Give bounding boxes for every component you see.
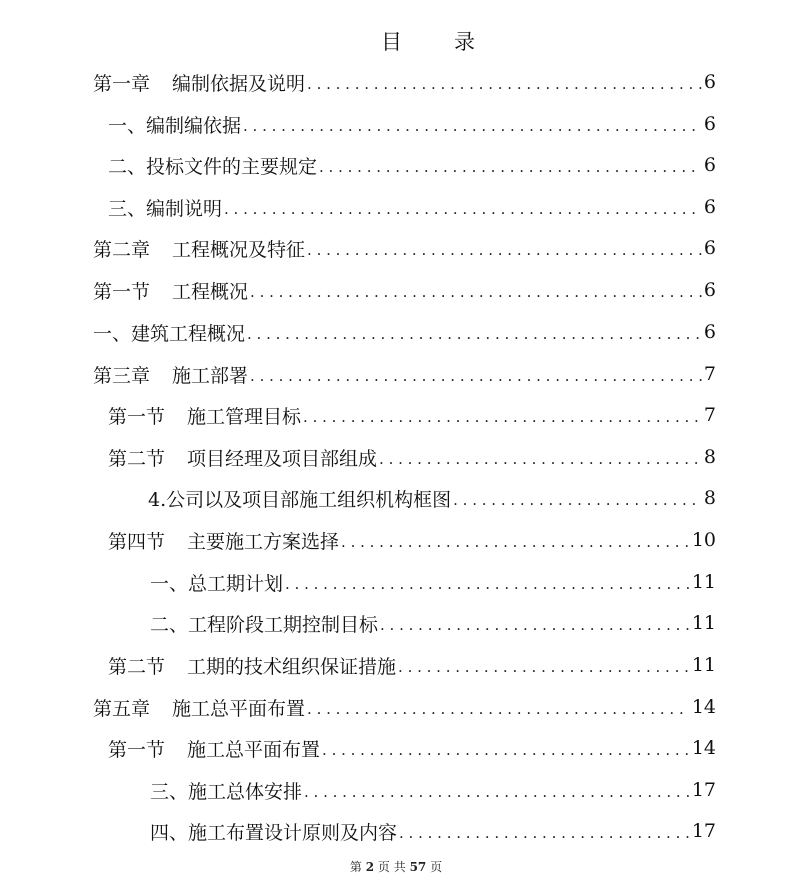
toc-leader-dots xyxy=(250,364,702,384)
page-footer xyxy=(0,858,792,875)
toc-title-char-1: 目 xyxy=(381,30,402,54)
toc-leader-dots xyxy=(380,613,690,633)
footer-suffix: 页 xyxy=(430,860,443,874)
toc-entry-page: 7 xyxy=(703,404,716,426)
toc-entry-label: 第二节 工期的技术组织保证措施 xyxy=(108,655,397,678)
toc-entry[interactable] xyxy=(108,395,716,435)
toc-entry[interactable] xyxy=(150,562,716,602)
toc-entry[interactable] xyxy=(108,437,716,477)
toc-entry-label: 第一章 编制依据及说明 xyxy=(93,72,306,95)
toc-entry-page: 6 xyxy=(703,321,716,343)
toc-entry-label: 第三章 施工部署 xyxy=(93,364,249,387)
toc-entry[interactable] xyxy=(148,478,716,518)
toc-entry-label: 二、工程阶段工期控制目标 xyxy=(150,613,379,636)
toc-entry[interactable] xyxy=(93,312,716,352)
toc-entry-label: 第二章 工程概况及特征 xyxy=(93,238,306,261)
toc-entry-page: 14 xyxy=(691,737,716,759)
toc-entry-page: 11 xyxy=(691,571,716,593)
toc-leader-dots xyxy=(398,655,690,675)
toc-entry[interactable] xyxy=(108,520,716,560)
toc-entry-label: 4.公司以及项目部施工组织机构框图 xyxy=(148,488,452,511)
toc-leader-dots xyxy=(303,405,702,425)
toc-entry-page: 14 xyxy=(691,696,716,718)
toc-entry-page: 7 xyxy=(703,363,716,385)
toc-entry[interactable] xyxy=(150,811,716,851)
toc-leader-dots xyxy=(322,738,690,758)
toc-entry-label: 第五章 施工总平面布置 xyxy=(93,697,306,720)
toc-entry-label: 第一节 施工管理目标 xyxy=(108,405,302,428)
toc-leader-dots xyxy=(341,530,690,550)
toc-entry[interactable] xyxy=(93,62,716,102)
toc-entry-label: 二、投标文件的主要规定 xyxy=(108,155,318,178)
toc-entry-label: 第一节 工程概况 xyxy=(93,280,249,303)
toc-entry-page: 17 xyxy=(691,820,716,842)
footer-current-page: 2 xyxy=(365,860,375,874)
toc-leader-dots xyxy=(224,197,702,217)
toc-entry-page: 11 xyxy=(691,612,716,634)
toc-entry-page: 6 xyxy=(703,196,716,218)
toc-leader-dots xyxy=(379,447,702,467)
toc-entry-label: 三、编制说明 xyxy=(108,197,223,220)
toc-entry-label: 第四节 主要施工方案选择 xyxy=(108,530,340,553)
toc-leader-dots xyxy=(243,114,702,134)
toc-entry[interactable] xyxy=(108,187,716,227)
footer-total-pages: 57 xyxy=(409,860,427,874)
toc-entry-label: 一、编制编依据 xyxy=(108,114,242,137)
footer-mid: 页 共 xyxy=(377,860,406,874)
toc-leader-dots xyxy=(247,322,702,342)
toc-entry[interactable] xyxy=(150,770,716,810)
toc-leader-dots xyxy=(453,488,702,508)
toc-entry-label: 一、总工期计划 xyxy=(150,572,284,595)
toc-entry[interactable] xyxy=(93,687,716,727)
toc-entry-page: 6 xyxy=(703,279,716,301)
toc-title-char-2: 录 xyxy=(454,30,475,54)
toc-entry-page: 8 xyxy=(703,446,716,468)
toc-leader-dots xyxy=(250,280,702,300)
toc-entry-label: 一、建筑工程概况 xyxy=(93,322,246,345)
toc-leader-dots xyxy=(304,780,690,800)
toc-entry-page: 6 xyxy=(703,113,716,135)
toc-entry[interactable] xyxy=(108,104,716,144)
toc-entry[interactable] xyxy=(93,270,716,310)
footer-prefix: 第 xyxy=(349,860,362,874)
toc-leader-dots xyxy=(319,155,702,175)
toc-leader-dots xyxy=(307,238,702,258)
toc-leader-dots xyxy=(399,821,690,841)
toc-entry-label: 四、施工布置设计原则及内容 xyxy=(150,821,398,844)
toc-entry[interactable] xyxy=(93,354,716,394)
toc-entry-page: 10 xyxy=(691,529,716,551)
toc-entry-page: 17 xyxy=(691,779,716,801)
toc-entry[interactable] xyxy=(150,603,716,643)
toc-entry-label: 第二节 项目经理及项目部组成 xyxy=(108,447,378,470)
toc-entry[interactable] xyxy=(93,228,716,268)
toc-leader-dots xyxy=(307,697,690,717)
toc-leader-dots xyxy=(285,572,690,592)
toc-entry[interactable] xyxy=(108,145,716,185)
toc-entry-page: 6 xyxy=(703,237,716,259)
toc-entry-page: 6 xyxy=(703,154,716,176)
toc-entry[interactable] xyxy=(108,645,716,685)
toc-entry-label: 第一节 施工总平面布置 xyxy=(108,738,321,761)
toc-entry-page: 6 xyxy=(703,71,716,93)
toc-leader-dots xyxy=(307,72,702,92)
toc-entry-page: 8 xyxy=(703,487,716,509)
toc-entry-page: 11 xyxy=(691,654,716,676)
toc-title xyxy=(0,26,792,56)
toc-entry-label: 三、施工总体安排 xyxy=(150,780,303,803)
toc-entry[interactable] xyxy=(108,728,716,768)
